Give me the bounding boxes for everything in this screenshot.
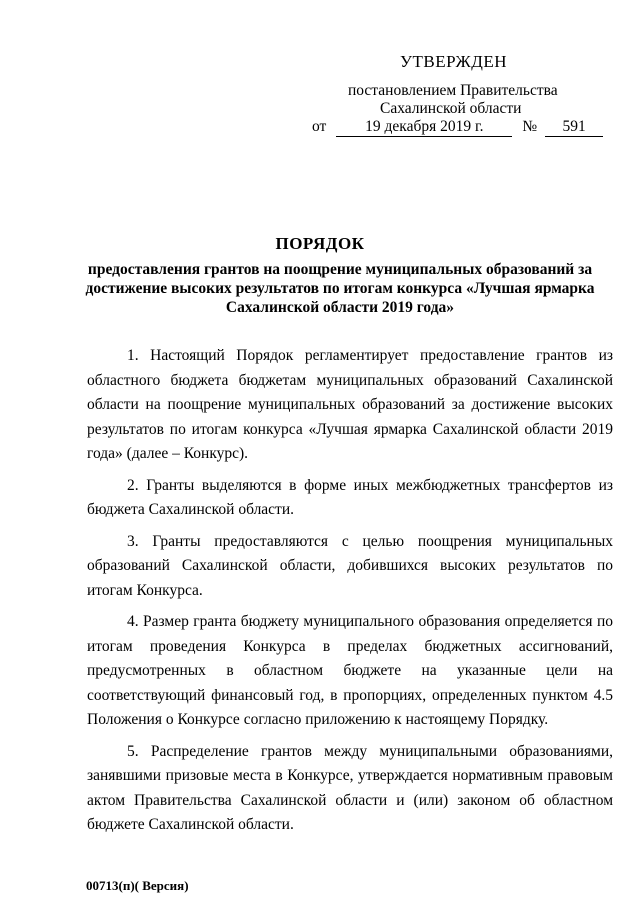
approval-number: 591 <box>545 118 603 137</box>
paragraph-5: 5. Распределение грантов между муниципальными образованиями, занявшими призовые места в Конкурсе, утверждается нормативным правовым актом Правительства Сахалинской области и (или) законом об областном бюджете Сахалинской области. <box>87 742 613 833</box>
approval-date: 19 декабря 2019 г. <box>336 118 512 137</box>
document-body <box>87 344 613 845</box>
approval-date-row <box>312 118 603 137</box>
number-label: № <box>522 118 538 135</box>
paragraph-2: 2. Гранты выделяются в форме иных межбюджетных трансфертов из бюджета Сахалинской области. <box>87 476 613 518</box>
document-title: ПОРЯДОК <box>275 234 365 253</box>
from-label: от <box>312 118 327 135</box>
document-subtitle: предоставления грантов на поощрение муниципальных образований за достижение высоких результатов по итогам конкурса «Лучшая ярмарка Сахалинской области 2019 года» <box>85 261 595 316</box>
approval-issuer-line: постановлением Правительства <box>348 82 558 99</box>
paragraph-4: 4. Размер гранта бюджету муниципального образования определяется по итогам проведения Конкурса в пределах бюджетных ассигнований, предусмотренных в областном бюджете на указанные цели на соответствующий финансовый год, в пропорциях, определенных пунктом 4.5 Положения о Конкурсе согласно приложению к настоящему Порядку. <box>87 613 613 728</box>
footer-document-code: 00713(п)( Версия) <box>86 878 189 893</box>
paragraph-3: 3. Гранты предоставляются с целью поощрения муниципальных образований Сахалинской области, добившихся высоких результатов по итогам Конкурса. <box>87 532 613 599</box>
paragraph-1: 1. Настоящий Порядок регламентирует предоставление грантов из областного бюджета бюджетам муниципальных образований Сахалинской области на поощрение муниципальных образований за достижение высоких результатов по итогам конкурса «Лучшая ярмарка Сахалинской области 2019 года» (далее – Конкурс). <box>87 347 613 462</box>
approval-title: УТВЕРЖДЕН <box>400 52 507 71</box>
approval-region-line: Сахалинской области <box>380 100 522 117</box>
